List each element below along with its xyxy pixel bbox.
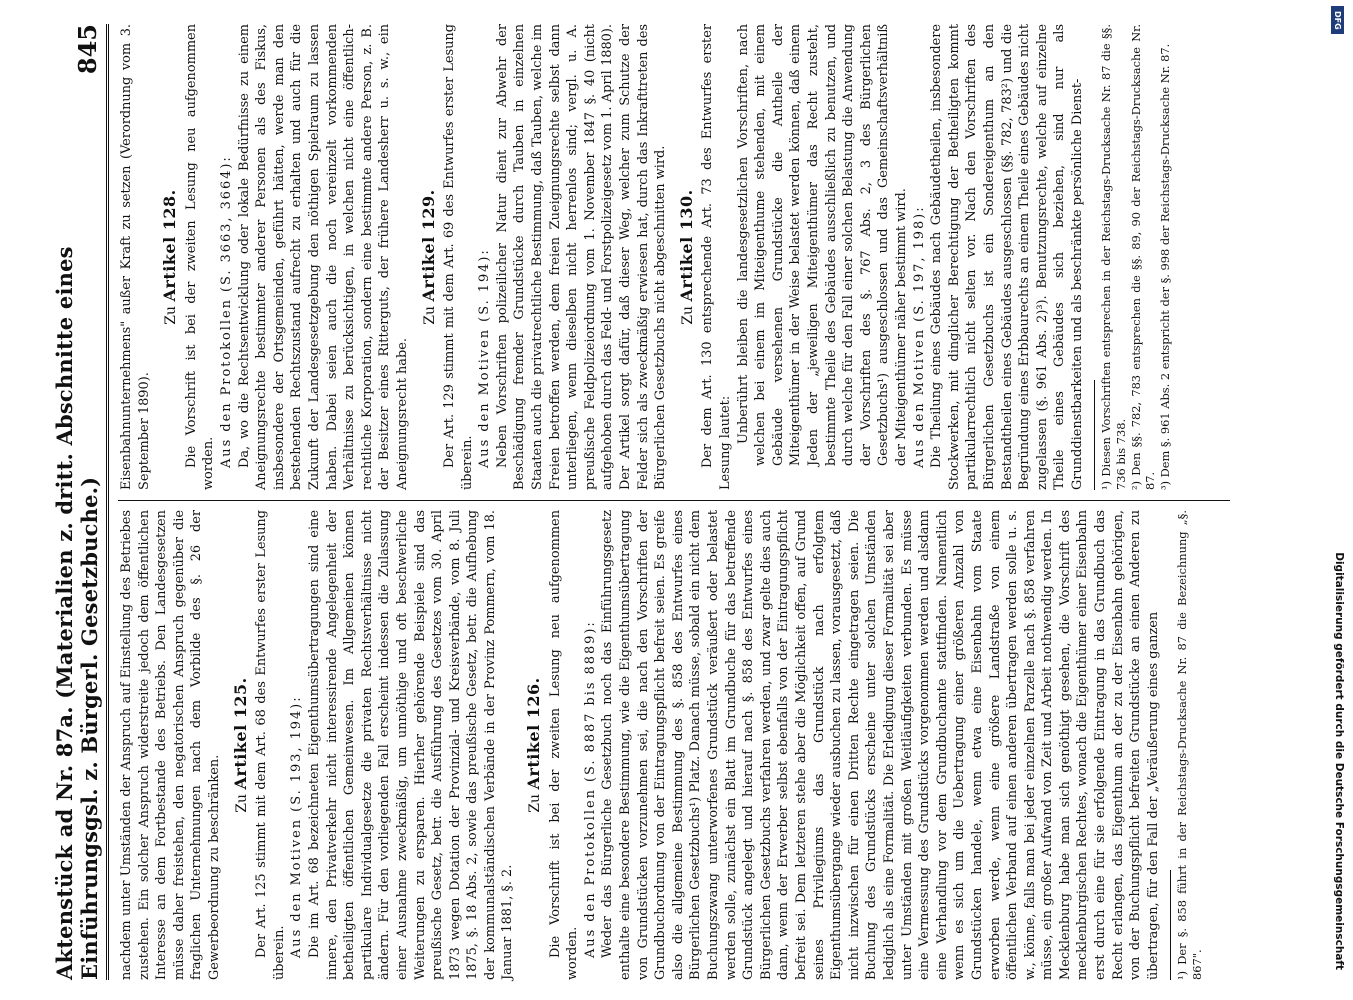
document-page <box>52 0 1240 1000</box>
heading-article: Artikel 125. <box>230 677 250 790</box>
footnote: ¹) Diesen Vorschriften entsprechen in der Reichstags-Drucksache Nr. 87 die §§. 736 bis 738. <box>1099 24 1129 490</box>
heading-prefix: Zu <box>163 305 180 325</box>
paragraph: Eisenbahnunternehmens" außer Kraft zu setzen (Verordnung vom 3. September 1890). <box>119 24 152 490</box>
section-heading-art-130 <box>678 24 698 490</box>
section-heading-art-129 <box>420 24 440 490</box>
running-title: Aktenstück ad Nr. 87a. (Materialien z. dritt. Abschnitte eines Einführungsgsl. z. Bürgerl. Gesetzbuche.) <box>52 246 102 980</box>
paragraph: Der dem Art. 130 entsprechende Art. 73 des Entwurfes erster Lesung lautet: <box>700 24 733 490</box>
paragraph: Die Vorschrift ist bei der zweiten Lesung neu aufgenommen worden. <box>547 510 581 980</box>
left-column <box>118 510 1230 980</box>
paragraph: Die Vorschrift ist bei der zweiten Lesung neu aufgenommen worden. <box>183 24 217 490</box>
heading-article: Artikel 126. <box>524 677 544 790</box>
page-number: 845 <box>73 24 102 75</box>
paragraph: Die Theilung eines Gebäudes nach Gebäudetheilen, insbesondere Stockwerken, mit dinglicher Berechtigung der Betheiligten kommt partikularrechtlich nicht selten vor. Nach den Vorschriften des Bürgerlichen Gesetzbuchs ist ein Sondereigenthum an den Bestandtheilen eines Gebäudes ausgeschlossen (§§. 782, 783²) und die Begründung eines Erbbaurechts an einem Theile eines Gebäudes nicht zugelassen (§. 961 Abs. 2)³). Benutzungsrechte, welche auf einzelne Theile eines Gebäudes sich beziehen, sind nur als Grunddienstbarkeiten und als beschränkte persönliche Dienst- <box>929 24 1085 490</box>
footnote: ¹) Der §. 858 führt in der Reichstags-Drucksache Nr. 87 die Bezeichnung „§. 867". <box>1175 510 1205 980</box>
heading-article: Artikel 130. <box>676 189 696 302</box>
footnote-rule <box>1094 380 1095 490</box>
footnote-rule <box>1170 870 1171 980</box>
heading-article: Artikel 128. <box>160 189 180 302</box>
source-reference: Aus den Protokollen (S. 3663, 3664): <box>218 155 234 468</box>
paragraph: Da, wo die Rechtsentwicklung oder lokale Bedürfnisse zu einem Aneignungsrechte bestimmter anderer Personen als des Fiskus, insbesondere der Ortsgemeinden, geführt hätten, werde man den bestehenden Rechtszustand aufrecht zu erhalten und auch für die Zukunft der Landesgesetzgebung den nöthigen Spielraum zu lassen haben. Dabei seien auch die noch vereinzelt vorkommenden Verhältnisse zu berücksichtigen, in welchen nicht eine öffentlich-rechtliche Korporation, sondern eine bestimmte andere Person, z. B. der Besitzer eines Ritterguts, der frühere Landesherr u. s. w., ein Aneignungsrecht habe. <box>236 24 410 490</box>
digitization-strip <box>1329 30 1345 970</box>
footnote: ³) Dem §. 961 Abs. 2 entspricht der §. 998 der Reichstags-Drucksache Nr. 87. <box>1157 43 1172 490</box>
paragraph: nachdem unter Umständen der Anspruch auf Einstellung des Betriebes zustehen. Ein solcher Anspruch widerstreite jedoch dem öffentlichen Interesse an dem Fortbestande des Betriebs. Den Landesgesetzen müsse daher freistehen, den negatorischen Anspruch gegenüber die fraglichen Unternehmungen nach dem Vorbilde des §. 26 der Gewerbeordnung zu beschränken. <box>119 510 222 980</box>
source-reference: Aus den Motiven (S. 197, 198): <box>911 205 927 468</box>
heading-prefix: Zu <box>679 305 696 325</box>
source-reference: Aus den Motiven (S. 193, 194): <box>289 695 305 958</box>
page-header <box>52 24 109 980</box>
paragraph: Der Art. 129 stimmt mit dem Art. 69 des Entwurfes erster Lesung überein. <box>442 24 475 490</box>
heading-prefix: Zu <box>233 793 250 813</box>
heading-article: Artikel 129. <box>418 189 438 302</box>
paragraph: Weder das Bürgerliche Gesetzbuch noch das Einführungsgesetz enthalte eine besondere Bestimmung, wie die Eigenthumsübertragung von Grundstücken vorzunehmen sei, die nach den Vorschriften der Grundbuchordnung von der Eintragungspflicht befreit seien. Es greife also die allgemeine Bestimmung des §. 858 des Entwurfes eines Bürgerlichen Gesetzbuchs¹) Platz. Danach müsse, sobald ein nicht dem Buchungszwang unterworfenes Grundstück veräußert oder belastet werden solle, zunächst ein Blatt im Grundbuche für das betreffende Grundstück angelegt und hierauf nach §. 858 des Entwurfes eines Bürgerlichen Gesetzbuchs verfahren werden, und zwar gelte dies auch dann, wenn der Erwerber selbst ebenfalls von der Eintragungspflicht befreit sei. Dem letzteren stehe aber die Möglichkeit offen, auf Grund seines Privilegiums das Grundstück nach erfolgtem Eigenthumsübergange wieder ausbuchen zu lassen, vorausgesetzt, daß nicht inzwischen für einen Dritten Rechte eingetragen seien. Die Buchung des Grundstücks erscheine unter solchen Umständen lediglich als eine Formalität. Die Erledigung dieser Formalität sei aber unter Umständen mit großen Weitläufigkeiten verbunden. Es müsse eine Vermessung des Grundstücks vorgenommen werden und alsdann eine Verhandlung vor dem Grundbuchamte stattfinden. Namentlich wenn es sich um die Uebertragung einer größeren Anzahl von Grundstücken handele, wenn etwa eine Eisenbahn vom Staate erworben werde, wenn eine größere Landstraße von einem öffentlichen Verband auf einen anderen übertragen werden solle u. s. w., könne, falls man bei jeder einzelnen Parzelle nach §. 858 verfahren müsse, ein großer Aufwand von Zeit und Arbeit nothwendig werden. In Mecklenburg habe man sich genöthigt gesehen, die Vorschrift des mecklenburgischen Rechtes, wonach die Eigenthümer einer Eisenbahn erst durch eine für sie erfolgende Eintragung in das Grundbuch das Recht erlangen, das Eigenthum an der zu der Eisenbahn gehörigen, von der Buchungspflicht befreiten Grundstücke an einen Anderen zu übertragen, für den Fall der „Veräußerung eines ganzen <box>600 510 1161 980</box>
footnote: ²) Den §§. 782, 783 entsprechen die §§. 89, 90 der Reichstags-Drucksache Nr. 87. <box>1128 24 1158 490</box>
section-heading-art-128 <box>161 24 181 490</box>
paragraph: Neben Vorschriften polizeilicher Natur dient zur Abwehr der Beschädigung fremder Grundstücke durch Tauben in einzelnen Staaten auch die privatrechtliche Bestimmung, daß Tauben, welche im Freien betroffen werden, dem freien Zueignungsrechte selbst dann unterliegen, wenn dieselben nicht herrenlos sind; vergl. u. A. preußische Feldpolizeiordnung vom 1. November 1847 §. 40 (nicht aufgehoben durch das Feld- und Forstpolizeigesetz vom 1. April 1880). Der Artikel sorgt dafür, daß dieser Weg, welcher zum Schutze der Felder sich als zweckmäßig erwiesen hat, durch das Inkrafttreten des Bürgerlichen Gesetzbuchs nicht abgeschnitten wird. <box>494 24 669 490</box>
section-heading-art-125 <box>232 510 252 980</box>
heading-prefix: Zu <box>421 305 438 325</box>
paragraph: Die im Art. 68 bezeichneten Eigenthumsübertragungen sind eine innere, den Privatverkehr nicht interessirende Angelegenheit der betheiligten öffentlichen Gemeinwesen. Im Allgemeinen können partikulare Individualgesetze die privaten Rechtsverhältnisse nicht ändern. Für den vorliegenden Fall erscheint indessen die Zulassung einer Ausnahme zweckmäßig, um unnöthige und oft beschwerliche Weiterungen zu ersparen. Hierher gehörende Beispiele sind das preußische Gesetz, betr. die Ausführung des Gesetzes vom 30. April 1873 wegen Dotation der Provinzial- und Kreisverbände, vom 8. Juli 1875, §. 18 Abs. 2, sowie das preußische Gesetz, betr. die Aufhebung der kommunalständischen Verbände in der Provinz Pommern, vom 18. Januar 1881, §. 2. <box>306 510 516 980</box>
digitization-note: Digitalisierung gefördert durch die Deutsche Forschungsgemeinschaft <box>1333 552 1345 970</box>
column-divider <box>118 500 1230 501</box>
quoted-article-text: Unberührt bleiben die landesgesetzlichen Vorschriften, nach welchen bei einem im Miteigenthume stehenden, mit einem Gebäude versehenen Grundstücke die Antheile der Miteigenthümer in der Weise belastet werden können, daß einem Jeden der „jeweiligen Miteigenthümer das Recht zusteht, bestimmte Theile des Gebäudes ausschließlich zu benutzen, und durch welche für den Fall einer solchen Belastung die Anwendung der Vorschriften des §. 767 Abs. 2, 3 des Bürgerlichen Gesetzbuchs¹) ausgeschlossen und das Gemeinschaftsverhältniß der Miteigenthümer näher bestimmt wird. <box>735 24 909 466</box>
source-reference: Aus den Motiven (S. 194): <box>477 248 493 468</box>
source-reference: Aus den Protokollen (S. 8887 bis 8889): <box>582 620 598 958</box>
right-column <box>118 24 1230 490</box>
heading-prefix: Zu <box>527 793 544 813</box>
dfg-logo: DFG <box>1331 6 1344 34</box>
paragraph: Der Art. 125 stimmt mit dem Art. 68 des Entwurfes erster Lesung überein. <box>254 510 287 980</box>
section-heading-art-126 <box>525 510 545 980</box>
